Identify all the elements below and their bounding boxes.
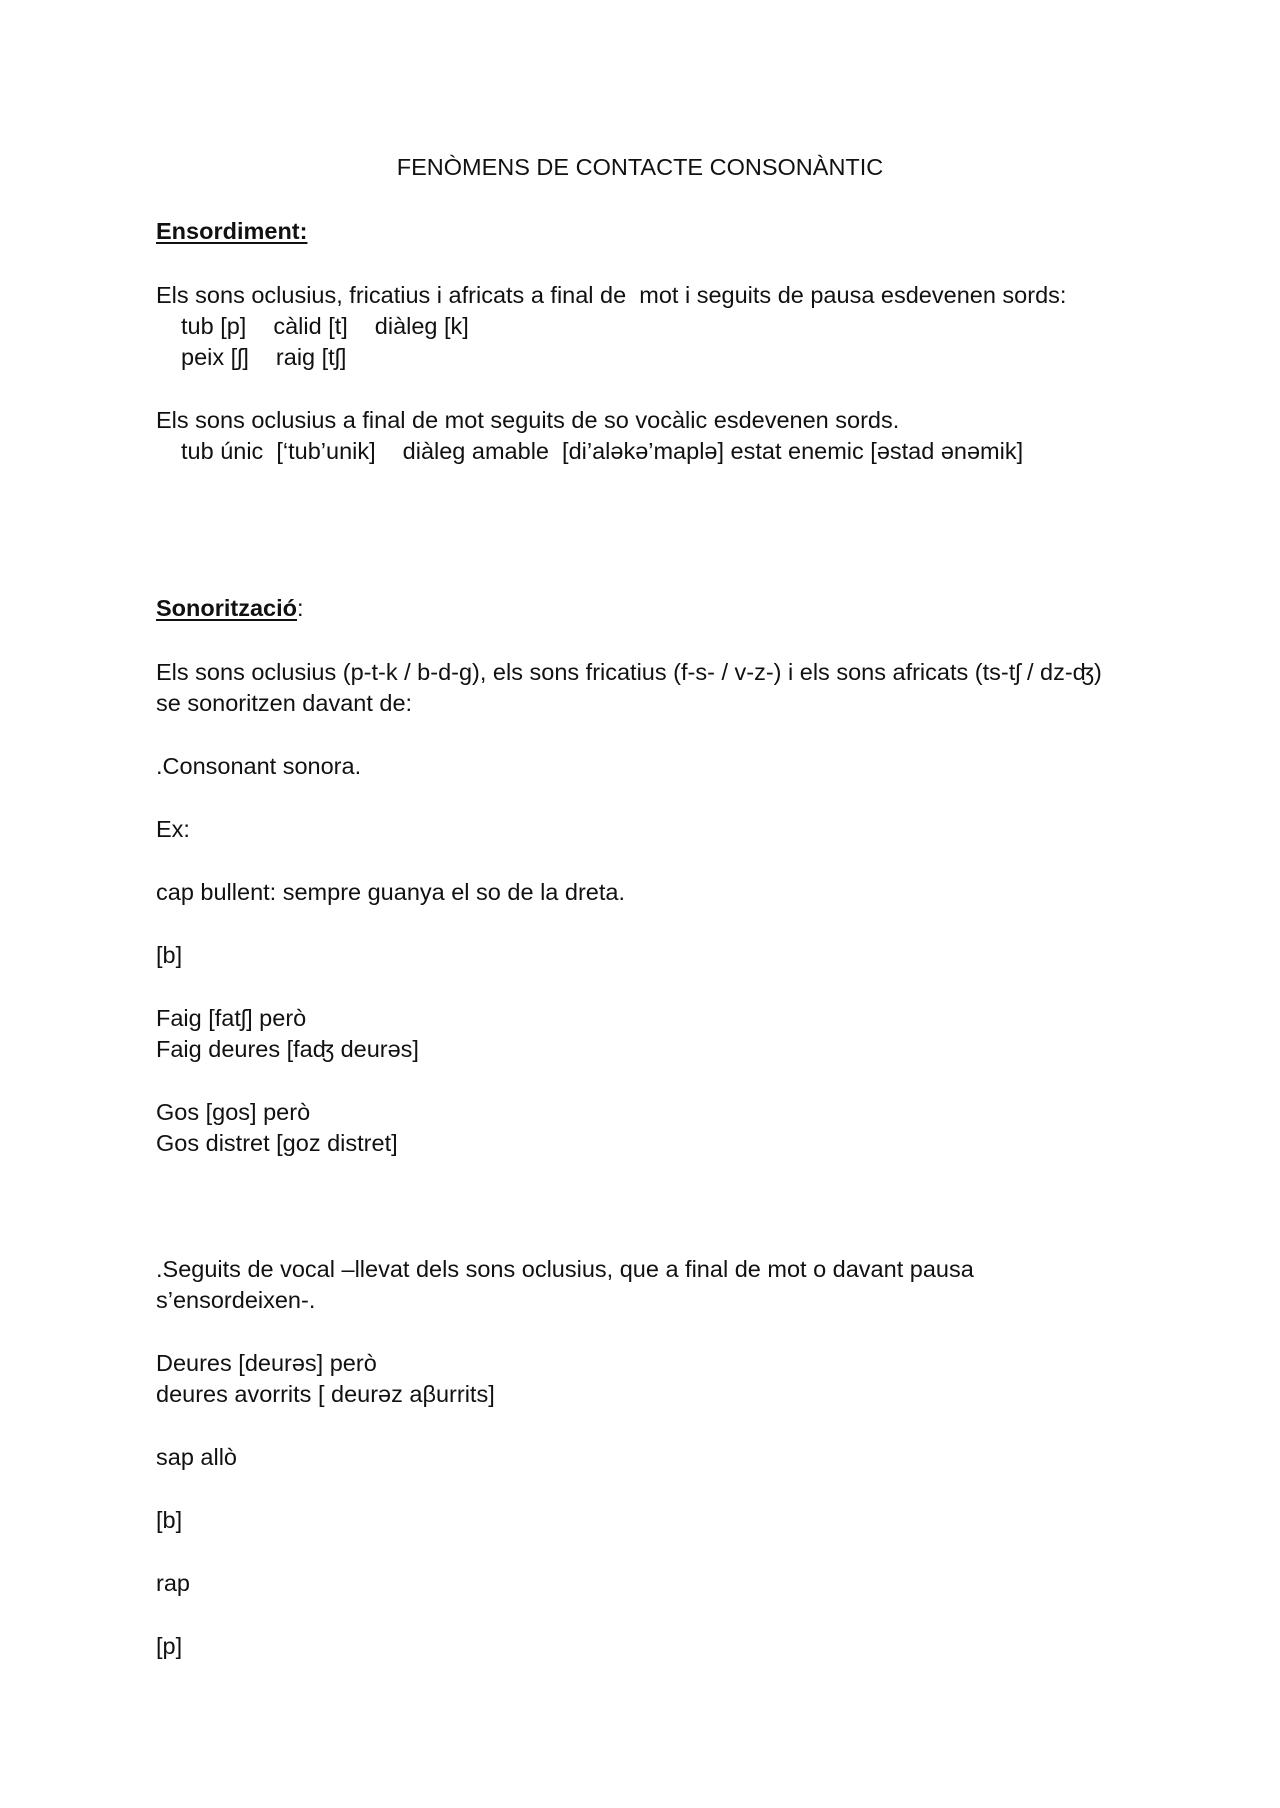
paragraph-sonoritzacio-line-2: se sonoritzen davant de:	[156, 690, 413, 716]
paragraph-ensordiment-2: Els sons oclusius a final de mot seguits de so vocàlic esdevenen sords.	[156, 407, 900, 433]
example-item: diàleg amable [di’aləkə’maplə] estat enemic [əstad ənəmik]	[402, 438, 1024, 464]
example-item: càlid [t]	[273, 313, 348, 339]
example-label: Ex:	[156, 816, 190, 842]
section-heading-sonoritzacio	[156, 593, 304, 625]
document-title: FENÒMENS DE CONTACTE CONSONÀNTIC	[396, 154, 884, 180]
example-gos-1: Gos [gos] però	[156, 1099, 311, 1125]
rule-item-seguits-vocal-line-2: s’ensordeixen-.	[156, 1287, 316, 1313]
section-heading-ensordiment: Ensordiment:	[156, 218, 308, 244]
example-item: raig [tʃ]	[275, 344, 347, 370]
example-sap: sap allò	[156, 1444, 237, 1470]
heading-text: Sonorització	[156, 595, 298, 621]
example-deures-2: deures avorrits [ deurəz aβurrits]	[156, 1381, 495, 1407]
example-row	[181, 311, 469, 343]
heading-colon: :	[297, 595, 304, 621]
example-item: tub únic [‘tub’unik]	[181, 438, 376, 464]
paragraph-ensordiment-1: Els sons oclusius, fricatius i africats a final de mot i seguits de pausa esdevenen sords:	[156, 282, 1067, 308]
example-faig-2: Faig deures [faʤ deurəs]	[156, 1036, 419, 1062]
example-item: tub [p]	[181, 313, 247, 339]
example-ipa: [b]	[156, 942, 183, 968]
example-item: peix [ʃ]	[181, 344, 249, 370]
example-sap-ipa: [b]	[156, 1507, 183, 1533]
example-row	[181, 342, 346, 374]
example-faig-1: Faig [fatʃ] però	[156, 1005, 307, 1031]
rule-item-seguits-vocal-line-1: .Seguits de vocal –llevat dels sons oclusius, que a final de mot o davant pausa	[156, 1256, 974, 1282]
paragraph-sonoritzacio-line-1: Els sons oclusius (p-t-k / b-d-g), els sons fricatius (f-s- / v-z-) i els sons africats (ts-tʃ / dz-ʤ)	[156, 659, 1102, 685]
example-cap-bullent: cap bullent: sempre guanya el so de la dreta.	[156, 879, 625, 905]
example-rap-ipa: [p]	[156, 1633, 183, 1659]
example-deures-1: Deures [deurəs] però	[156, 1350, 377, 1376]
rule-item-consonant-sonora: .Consonant sonora.	[156, 753, 362, 779]
example-item: diàleg [k]	[374, 313, 469, 339]
example-rap: rap	[156, 1570, 190, 1596]
example-row	[181, 436, 1023, 468]
example-gos-2: Gos distret [goz distret]	[156, 1130, 398, 1156]
